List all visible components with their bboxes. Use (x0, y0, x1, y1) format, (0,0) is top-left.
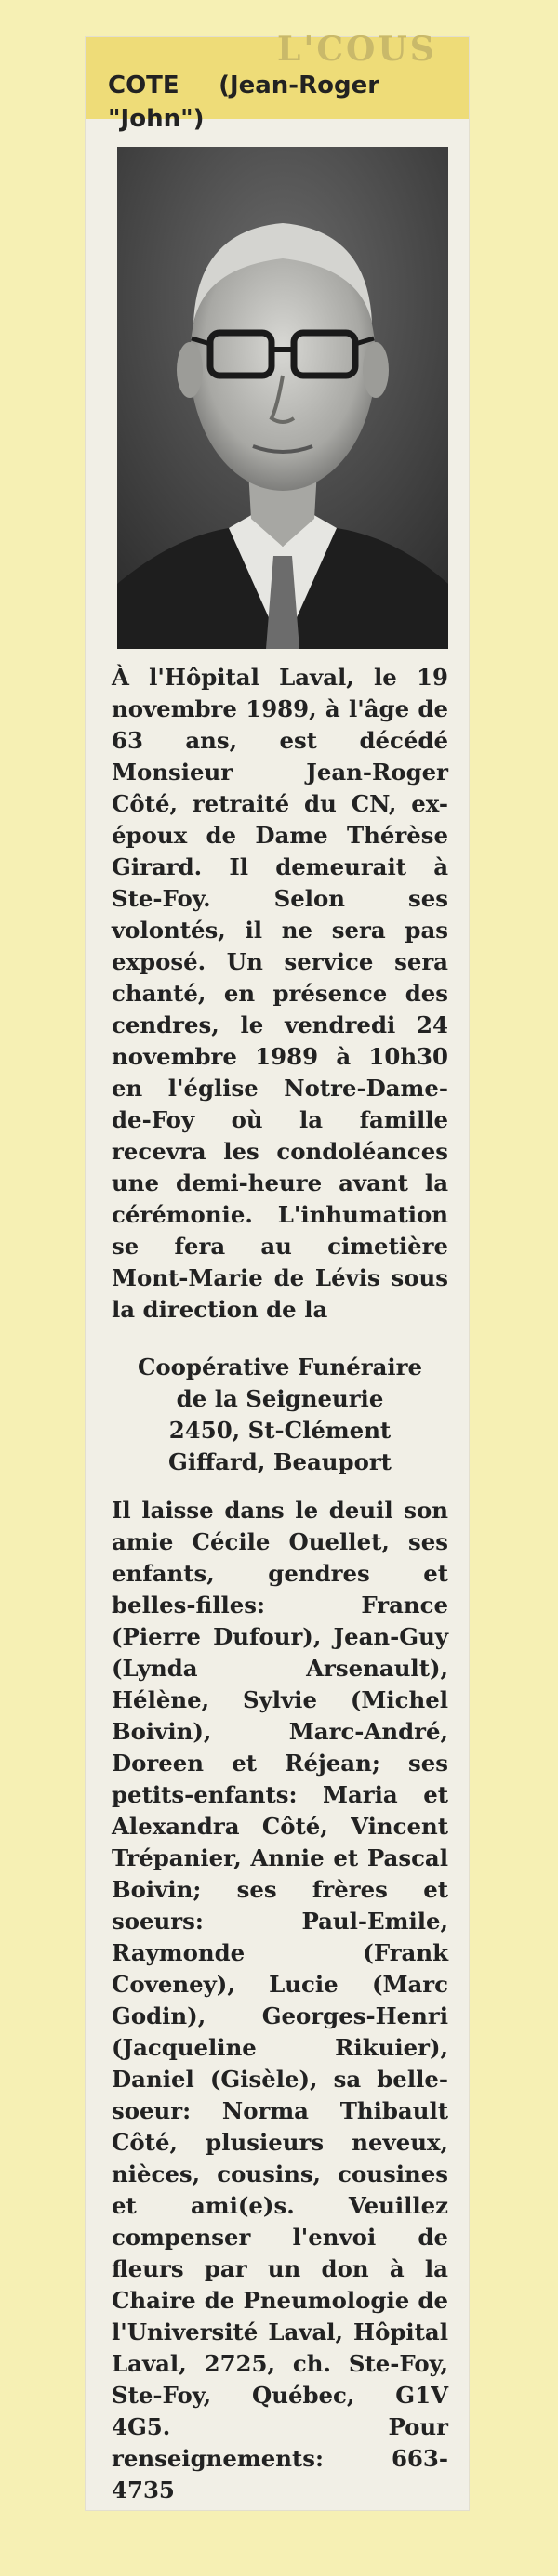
funeral-home-name: Coopérative Funéraire (137, 1354, 423, 1380)
funeral-home-name-2: de la Seigneurie (176, 1385, 384, 1412)
obituary-heading (108, 69, 461, 136)
obituary-paragraph-2 (112, 1495, 448, 2506)
portrait-photo (117, 147, 448, 649)
given-names: (Jean-Roger "John") (108, 72, 380, 133)
funeral-home-block (112, 1352, 448, 1478)
surname: COTE (108, 72, 179, 99)
paragraph-text: Il laisse dans le deuil son amie Cécile Ouellet, ses enfants, gendres et belles-filles: France (Pierre Dufour), Jean-Guy (Lynda Arsenault), Hélène, Sylvie (Michel Boivin), Marc-André, Doreen et Réjean; ses petits-enfants: Maria et Alexandra Côté, Vincent Trépanier, Annie et Pascal Boivin; ses frères et soeurs: Paul-Emile, Raymonde (Frank Coveney), Lucie (Marc Godin), Georges-Henri (Jacqueline Rikuier), Daniel (Gisèle), sa belle-soeur: Norma Thibault Côté, plusieurs neveux, nièces, cousins, cousines et ami(e)s. Veuillez compenser l'envoi de fleurs par un don à la Chaire de Pneumologie de l'Université Laval, Hôpital Laval, 2725, ch. Ste-Foy, Ste-Foy, Québec, G1V 4G5. Pour renseignements: 663-4735 (112, 1497, 448, 2503)
paragraph-text: À l'Hôpital Laval, le 19 novembre 1989, à l'âge de 63 ans, est décédé Monsieur Jean-Roger Côté, retraité du CN, ex-époux de Dame Thérèse Girard. Il demeurait à Ste-Foy. Selon ses volontés, il ne sera pas exposé. Un service sera chanté, en présence des cendres, le vendredi 24 novembre 1989 à 10h30 en l'église Notre-Dame-de-Foy où la famille recevra les condoléances une demi-heure avant la cérémonie. L'inhumation se fera au cimetière Mont-Marie de Lévis sous la direction de la (112, 664, 448, 1323)
funeral-home-city: Giffard, Beauport (168, 1448, 392, 1475)
masthead-fragment: L'COUS (277, 35, 437, 63)
funeral-home-address: 2450, St-Clément (168, 1417, 392, 1444)
portrait-illustration (117, 147, 448, 649)
obituary-paragraph-1 (112, 662, 448, 1326)
